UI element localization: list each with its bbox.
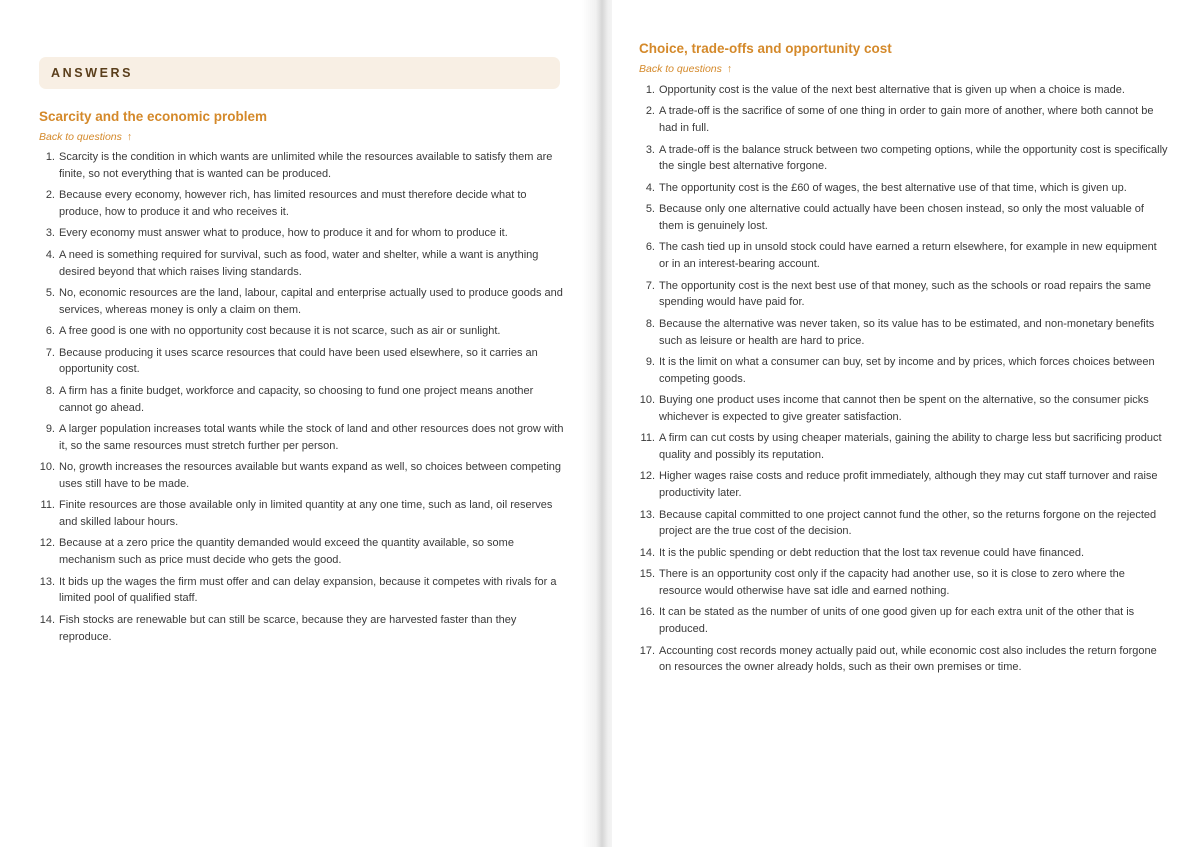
answer-number: 10. — [639, 394, 655, 407]
answer-number: 11. — [40, 499, 55, 512]
answer-item — [39, 345, 564, 379]
answer-number: 2. — [645, 105, 655, 118]
answer-text: Every economy must answer what to produce, how to produce it and for whom to produce it. — [59, 227, 508, 240]
arrow-up-icon: ↑ — [126, 131, 133, 143]
answer-text: Fish stocks are renewable but can still be scarce, because they are harvested faster than they reproduce. — [59, 613, 517, 643]
answer-text: Because capital committed to one project cannot fund the other, so the returns forgone on the rejected project are the true cost of the decision. — [659, 508, 1157, 538]
answer-text: A trade-off is the sacrifice of some of one thing in order to gain more of another, where both cannot be had in full. — [659, 105, 1154, 135]
answer-list — [639, 82, 1169, 676]
answer-text: It can be stated as the number of units of one good given up for each extra unit of the other that is produced. — [659, 606, 1135, 636]
answer-item — [639, 430, 1169, 464]
back-link-label: Back to questions — [39, 131, 122, 143]
answer-number: 14. — [39, 613, 55, 626]
section-title: Choice, trade-offs and opportunity cost — [639, 41, 892, 56]
answer-item — [639, 507, 1169, 541]
answer-item — [639, 354, 1169, 388]
answer-item — [39, 535, 564, 569]
answer-item — [639, 103, 1169, 137]
answer-text: It is the limit on what a consumer can buy, set by income and by prices, which forces choices between competing goods. — [659, 355, 1155, 385]
section-title: Scarcity and the economic problem — [39, 109, 268, 124]
answer-number: 10. — [39, 461, 55, 474]
answer-text: A larger population increases total wants while the stock of land and other resources does not grow with it, so the same resources must stretch further per person. — [59, 422, 564, 452]
answer-item — [639, 566, 1169, 600]
answer-number: 13. — [39, 575, 55, 588]
answer-text: A trade-off is the balance struck between two competing options, while the opportunity cost is specifically the single best alternative forgone. — [659, 143, 1168, 173]
answer-number: 7. — [645, 279, 655, 292]
answer-item — [639, 201, 1169, 235]
answer-item — [639, 82, 1169, 99]
answer-text: Because at a zero price the quantity demanded would exceed the quantity available, so some mechanism such as price must decide who gets the good. — [59, 537, 514, 567]
answer-item — [39, 187, 564, 221]
answer-text: The opportunity cost is the next best use of that money, such as the schools or road repairs the same spending would have paid for. — [659, 279, 1152, 309]
answer-item — [39, 323, 564, 340]
answer-number: 3. — [45, 227, 55, 240]
answer-item — [639, 278, 1169, 312]
answer-item — [639, 239, 1169, 273]
answer-number: 8. — [645, 317, 655, 330]
answer-item — [39, 285, 564, 319]
answer-text: The cash tied up in unsold stock could have earned a return elsewhere, for example in new equipment or in an interest-bearing account. — [659, 241, 1157, 271]
answer-text: Because producing it uses scarce resources that could have been used elsewhere, so it carries an opportunity cost. — [59, 346, 538, 376]
answer-text: Buying one product uses income that cannot then be spent on the alternative, so the consumer picks whichever is expected to give greater satisfaction. — [659, 394, 1149, 423]
answer-text: Because the alternative was never taken, so its value has to be estimated, and non-monetary benefits such as leisure or health are hard to price. — [659, 317, 1155, 347]
answer-number: 6. — [45, 325, 55, 338]
answer-number: 14. — [639, 546, 655, 559]
answer-number: 9. — [45, 422, 55, 435]
answer-number: 5. — [45, 286, 55, 299]
answer-item — [639, 643, 1169, 677]
answer-item — [639, 604, 1169, 638]
left-page — [0, 0, 592, 847]
answer-item — [639, 468, 1169, 502]
answer-item — [39, 421, 564, 455]
answer-item — [39, 383, 564, 417]
answer-number: 3. — [645, 143, 655, 156]
answer-text: It bids up the wages the firm must offer and can delay expansion, because it competes with rivals for a limited pool of qualified staff. — [59, 575, 557, 605]
answer-number: 4. — [645, 181, 655, 194]
answer-number: 4. — [45, 248, 55, 261]
answer-item — [39, 149, 564, 183]
answer-item — [639, 180, 1169, 197]
answer-text: The opportunity cost is the £60 of wages, the best alternative use of that time, which is given up. — [659, 181, 1127, 194]
answer-text: A need is something required for survival, such as food, water and shelter, while a want is anything desired beyond that which raises living standards. — [59, 248, 539, 278]
back-to-questions-link[interactable] — [39, 130, 564, 144]
answer-number: 13. — [639, 508, 655, 521]
answer-text: There is an opportunity cost only if the capacity had another use, so it is close to zero where the resource would otherwise have sat idle and earned nothing. — [659, 568, 1125, 598]
answers-banner — [39, 57, 560, 89]
answer-number: 12. — [39, 537, 55, 550]
answer-number: 1. — [645, 84, 655, 96]
section-opportunity-cost — [639, 40, 1169, 681]
answer-text: Accounting cost records money actually paid out, while economic cost also includes the return forgone on resources the owner already holds, such as their own premises or time. — [659, 644, 1157, 674]
answer-item — [39, 497, 564, 531]
answer-text: Finite resources are those available only in limited quantity at any one time, such as land, oil reserves and skilled labour hours. — [59, 499, 553, 529]
answer-text: No, growth increases the resources available but wants expand as well, so choices between competing uses still have to be made. — [59, 461, 561, 490]
arrow-up-icon: ↑ — [726, 63, 733, 75]
answer-item — [639, 142, 1169, 176]
answer-item — [639, 392, 1169, 426]
answer-number: 9. — [645, 355, 655, 368]
back-to-questions-link[interactable] — [639, 62, 1169, 76]
answer-number: 12. — [639, 470, 655, 483]
answer-text: A firm can cut costs by using cheaper materials, gaining the ability to charge less but sacrificing product quality and possibly its reputation. — [659, 432, 1162, 462]
answer-number: 17. — [639, 644, 655, 657]
answer-number: 16. — [639, 606, 655, 619]
answer-item — [39, 612, 564, 646]
answer-text: Higher wages raise costs and reduce profit immediately, although they may cut staff turnover and raise productivity later. — [659, 470, 1158, 500]
answer-text: A firm has a finite budget, workforce and capacity, so choosing to fund one project means another cannot go ahead. — [59, 384, 534, 414]
answer-text: It is the public spending or debt reduction that the lost tax revenue could have financed. — [659, 546, 1084, 559]
answer-text: A free good is one with no opportunity cost because it is not scarce, such as air or sunlight. — [59, 325, 501, 338]
answer-text: Opportunity cost is the value of the next best alternative that is given up when a choice is made. — [659, 84, 1125, 96]
answer-number: 2. — [45, 189, 55, 202]
answer-number: 5. — [645, 203, 655, 216]
answer-text: Because every economy, however rich, has limited resources and must therefore decide what to produce, how to produce it and who receives it. — [59, 189, 527, 218]
answer-text: Because only one alternative could actually have been chosen instead, so only the most valuable of them is genuinely lost. — [659, 203, 1144, 232]
section-scarcity — [39, 108, 564, 650]
answer-item — [639, 545, 1169, 562]
answer-number: 6. — [645, 241, 655, 254]
answer-item — [639, 316, 1169, 350]
answer-number: 11. — [640, 432, 655, 445]
answer-list — [39, 149, 564, 645]
answer-number: 7. — [45, 346, 55, 359]
answer-text: No, economic resources are the land, labour, capital and enterprise actually used to produce goods and services, whereas money is only a claim on them. — [59, 286, 563, 316]
answers-heading: ANSWERS — [51, 66, 134, 80]
answer-number: 8. — [45, 384, 55, 397]
answer-item — [39, 225, 564, 242]
answer-item — [39, 574, 564, 608]
answer-text: Scarcity is the condition in which wants are unlimited while the resources available to satisfy them are finite, so not everything that is wanted can be produced. — [59, 151, 553, 180]
answer-number: 1. — [45, 151, 55, 163]
answer-item — [39, 459, 564, 493]
answer-number: 15. — [639, 568, 655, 581]
answer-item — [39, 247, 564, 281]
back-link-label: Back to questions — [639, 63, 722, 75]
